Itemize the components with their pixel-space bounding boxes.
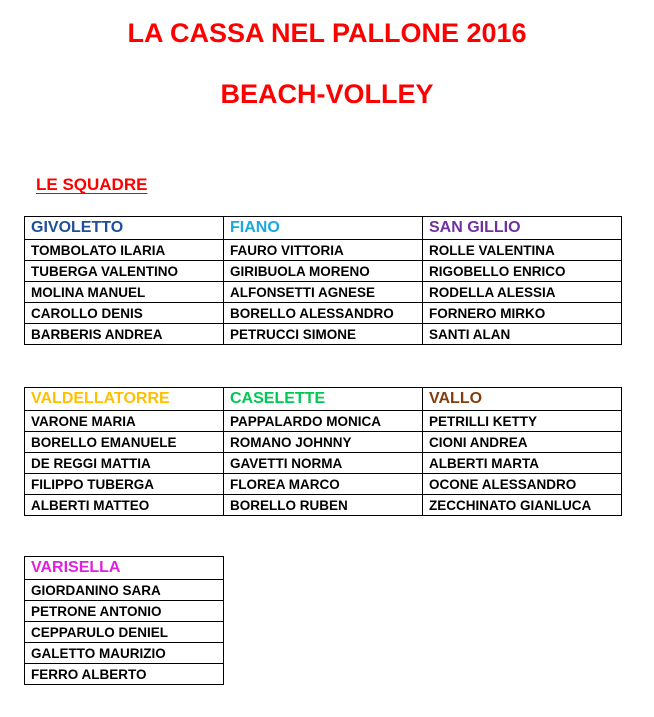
player-name: ROLLE VALENTINA bbox=[423, 240, 622, 261]
team-header-row bbox=[25, 557, 224, 580]
team-name: VALLO bbox=[423, 388, 622, 411]
teams-table-2 bbox=[24, 387, 622, 516]
teams-table-3 bbox=[24, 556, 224, 685]
team-header-row bbox=[25, 388, 622, 411]
player-name: TOMBOLATO ILARIA bbox=[25, 240, 224, 261]
player-row bbox=[25, 261, 622, 282]
player-name: TUBERGA VALENTINO bbox=[25, 261, 224, 282]
player-name: GIORDANINO SARA bbox=[25, 580, 224, 601]
section-heading: LE SQUADRE bbox=[36, 175, 148, 194]
player-name: VARONE MARIA bbox=[25, 411, 224, 432]
player-row bbox=[25, 411, 622, 432]
team-name: VARISELLA bbox=[25, 557, 224, 580]
player-name: BARBERIS ANDREA bbox=[25, 324, 224, 345]
player-name: FILIPPO TUBERGA bbox=[25, 474, 224, 495]
player-name: DE REGGI MATTIA bbox=[25, 453, 224, 474]
player-row bbox=[25, 474, 622, 495]
team-header-row bbox=[25, 217, 622, 240]
player-name: GAVETTI NORMA bbox=[224, 453, 423, 474]
teams-table-1 bbox=[24, 216, 622, 345]
player-name: FLOREA MARCO bbox=[224, 474, 423, 495]
player-row bbox=[25, 282, 622, 303]
player-name: SANTI ALAN bbox=[423, 324, 622, 345]
team-name: VALDELLATORRE bbox=[25, 388, 224, 411]
player-name: ROMANO JOHNNY bbox=[224, 432, 423, 453]
page-title: LA CASSA NEL PALLONE 2016 bbox=[127, 18, 527, 48]
player-row bbox=[25, 303, 622, 324]
player-row bbox=[25, 432, 622, 453]
player-name: PETRONE ANTONIO bbox=[25, 601, 224, 622]
player-name: RIGOBELLO ENRICO bbox=[423, 261, 622, 282]
player-name: FERRO ALBERTO bbox=[25, 664, 224, 685]
player-name: MOLINA MANUEL bbox=[25, 282, 224, 303]
player-row bbox=[25, 622, 224, 643]
player-row bbox=[25, 643, 224, 664]
player-row bbox=[25, 453, 622, 474]
player-name: PETRILLI KETTY bbox=[423, 411, 622, 432]
player-name: BORELLO ALESSANDRO bbox=[224, 303, 423, 324]
player-name: GALETTO MAURIZIO bbox=[25, 643, 224, 664]
player-name: PAPPALARDO MONICA bbox=[224, 411, 423, 432]
player-name: GIRIBUOLA MORENO bbox=[224, 261, 423, 282]
player-row bbox=[25, 495, 622, 516]
player-name: BORELLO EMANUELE bbox=[25, 432, 224, 453]
player-name: CEPPARULO DENIEL bbox=[25, 622, 224, 643]
player-row bbox=[25, 240, 622, 261]
player-row bbox=[25, 601, 224, 622]
player-name: CIONI ANDREA bbox=[423, 432, 622, 453]
team-name: FIANO bbox=[224, 217, 423, 240]
team-name: GIVOLETTO bbox=[25, 217, 224, 240]
page-subtitle: BEACH-VOLLEY bbox=[220, 79, 434, 109]
player-name: ZECCHINATO GIANLUCA bbox=[423, 495, 622, 516]
player-name: BORELLO RUBEN bbox=[224, 495, 423, 516]
player-name: FAURO VITTORIA bbox=[224, 240, 423, 261]
player-name: PETRUCCI SIMONE bbox=[224, 324, 423, 345]
team-name: SAN GILLIO bbox=[423, 217, 622, 240]
player-name: RODELLA ALESSIA bbox=[423, 282, 622, 303]
player-name: ALFONSETTI AGNESE bbox=[224, 282, 423, 303]
player-row bbox=[25, 324, 622, 345]
player-name: CAROLLO DENIS bbox=[25, 303, 224, 324]
player-row bbox=[25, 580, 224, 601]
player-name: OCONE ALESSANDRO bbox=[423, 474, 622, 495]
player-name: ALBERTI MATTEO bbox=[25, 495, 224, 516]
player-name: ALBERTI MARTA bbox=[423, 453, 622, 474]
player-row bbox=[25, 664, 224, 685]
team-name: CASELETTE bbox=[224, 388, 423, 411]
player-name: FORNERO MIRKO bbox=[423, 303, 622, 324]
